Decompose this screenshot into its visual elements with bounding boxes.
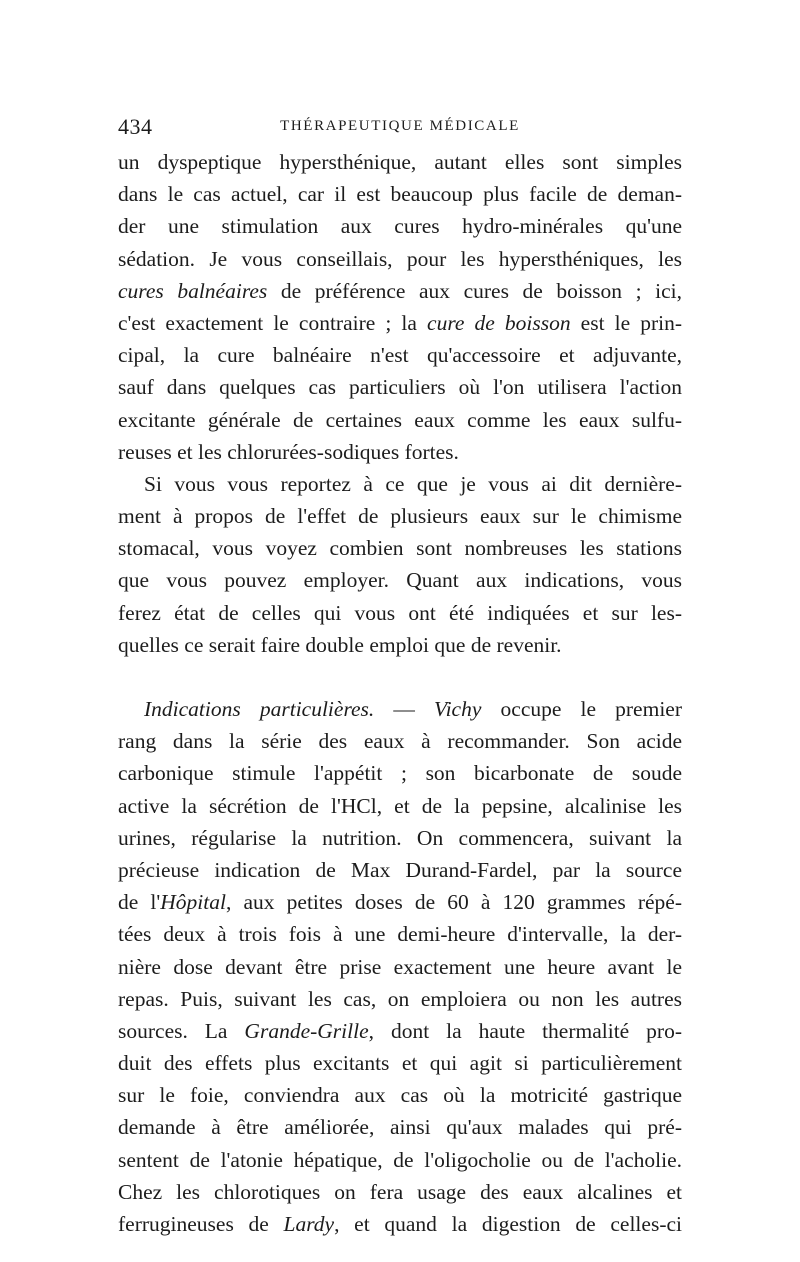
paragraph [118, 693, 682, 1240]
text-line [118, 1047, 682, 1079]
text-run: sédation. Je vous conseillais, pour les hypersthéniques, les [118, 246, 682, 271]
text-run: sauf dans quelques cas particuliers où l'on utilisera l'action [118, 375, 682, 400]
text-run: de préférence aux cures de boisson ; ici, [267, 278, 682, 303]
italic-text: cure de boisson [427, 310, 571, 335]
text-line [118, 693, 682, 725]
text-run: stomacal, vous voyez combien sont nombreuses les stations [118, 536, 682, 561]
text-run: active la sécrétion de l'HCl, et de la pepsine, alcalinise les [118, 793, 682, 818]
text-line [118, 790, 682, 822]
text-run: un dyspeptique hypersthénique, autant elles sont simples [118, 150, 682, 174]
text-run: excitante générale de certaines eaux comme les eaux sulfu- [118, 407, 682, 432]
text-run: carbonique stimule l'appétit ; son bicarbonate de soude [118, 761, 682, 786]
text-run: , dont la haute thermalité pro- [368, 1018, 682, 1043]
text-line [118, 1208, 682, 1240]
text-line [118, 854, 682, 886]
text-line [118, 468, 682, 500]
text-line [118, 146, 682, 178]
italic-text: Grande-Grille [244, 1018, 369, 1043]
running-title: THÉRAPEUTIQUE MÉDICALE [280, 118, 520, 134]
italic-text: cures balnéaires [118, 278, 268, 303]
text-run: sources. La [118, 1018, 245, 1043]
text-run: cipal, la cure balnéaire n'est qu'accessoire et adjuvante, [118, 343, 682, 368]
text-line [118, 404, 682, 436]
italic-text: Lardy [283, 1212, 335, 1236]
text-line [118, 371, 682, 403]
text-line [118, 178, 682, 210]
text-line [118, 1144, 682, 1176]
text-line [118, 822, 682, 854]
text-run: der une stimulation aux cures hydro-minérales qu'une [118, 214, 682, 239]
text-run: ferez état de celles qui vous ont été indiquées et sur les- [118, 600, 682, 625]
text-run: Si vous vous reportez à ce que je vous ai dit dernière- [144, 471, 682, 496]
text-run: duit des effets plus excitants et qui agit si particulièrement [118, 1051, 682, 1076]
text-run: c'est exactement le contraire ; la [118, 310, 428, 335]
text-run: précieuse indication de Max Durand-Fardel, par la source [118, 857, 682, 882]
text-line [118, 436, 682, 468]
text-run: quelles ce serait faire double emploi que de revenir. [118, 632, 562, 657]
text-run: que vous pouvez employer. Quant aux indications, vous [118, 568, 682, 593]
text-run: , et quand la digestion de celles-ci [334, 1212, 682, 1236]
text-run: sur le foie, conviendra aux cas où la motricité gastrique [118, 1083, 682, 1108]
text-line [118, 500, 682, 532]
page-header [118, 114, 682, 144]
text-run: est le prin- [570, 310, 683, 335]
body-text [118, 146, 682, 1240]
text-line [118, 307, 682, 339]
text-run: — [374, 697, 435, 721]
text-line [118, 629, 682, 661]
text-line [118, 243, 682, 275]
text-run: ment à propos de l'effet de plusieurs eaux sur le chimisme [118, 504, 682, 529]
page-number: 434 [118, 114, 153, 139]
text-line [118, 886, 682, 918]
text-run: nière dose devant être prise exactement une heure avant le [118, 954, 682, 979]
text-run: reuses et les chlorurées-sodiques fortes. [118, 439, 459, 464]
text-line [118, 1079, 682, 1111]
text-line [118, 951, 682, 983]
text-line [118, 564, 682, 596]
text-run: demande à être améliorée, ainsi qu'aux malades qui pré- [118, 1115, 682, 1140]
text-line [118, 725, 682, 757]
text-run: rang dans la série des eaux à recommander. Son acide [118, 729, 682, 754]
italic-text: Hôpital [160, 890, 226, 915]
text-run: , aux petites doses de 60 à 120 grammes répé- [225, 890, 683, 915]
text-line [118, 339, 682, 371]
text-run: tées deux à trois fois à une demi-heure d'intervalle, la der- [118, 922, 682, 947]
paragraph [118, 468, 682, 661]
text-line [118, 275, 682, 307]
italic-text: Indications particulières. [144, 697, 375, 721]
text-run: urines, régularise la nutrition. On commencera, suivant la [118, 825, 682, 850]
text-line [118, 1015, 682, 1047]
text-run: repas. Puis, suivant les cas, on emploiera ou non les autres [118, 986, 682, 1011]
paragraph-spacer [118, 661, 682, 693]
text-run: Chez les chlorotiques on fera usage des eaux alcalines et [118, 1179, 682, 1204]
text-line [118, 532, 682, 564]
text-run: de l' [118, 890, 161, 915]
text-run: sentent de l'atonie hépatique, de l'oligocholie ou de l'acholie. [118, 1147, 682, 1172]
text-line [118, 210, 682, 242]
text-line [118, 983, 682, 1015]
text-run: ferrugineuses de [118, 1212, 284, 1236]
text-line [118, 757, 682, 789]
text-run: occupe le premier [481, 697, 682, 721]
text-line [118, 597, 682, 629]
paragraph [118, 146, 682, 468]
text-line [118, 1111, 682, 1143]
text-line [118, 1176, 682, 1208]
italic-text: Vichy [434, 697, 482, 721]
text-line [118, 918, 682, 950]
text-run: dans le cas actuel, car il est beaucoup plus facile de deman- [118, 182, 682, 207]
